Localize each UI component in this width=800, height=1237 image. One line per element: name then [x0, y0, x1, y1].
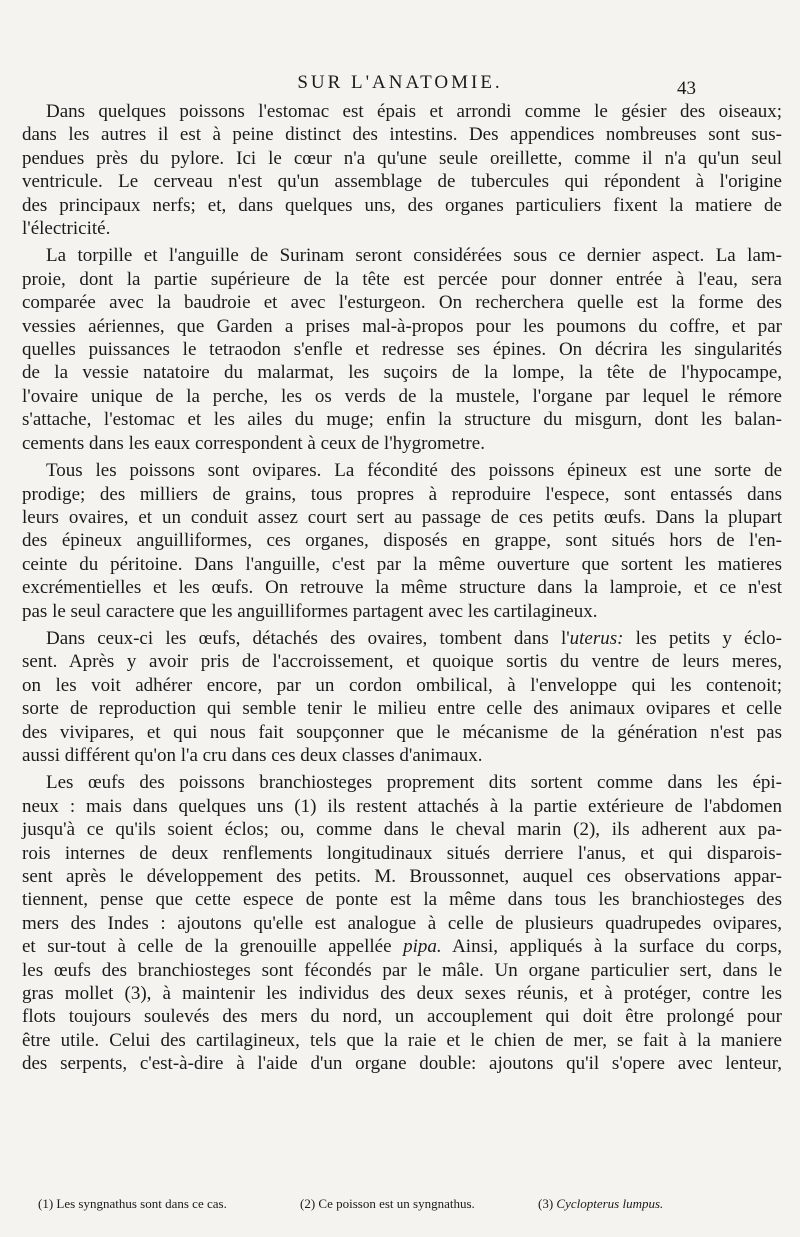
text-line: l'électricité. [22, 218, 111, 240]
text-line: on les voit adhérer encore, par un cordon ombilical, à l'enveloppe qui les contenoit; [22, 674, 782, 696]
italic-term: uterus: [569, 627, 624, 649]
text-line: ceinte du péritoine. Dans l'anguille, c'est par la même ouverture que sortent les matieres [22, 553, 782, 575]
text-line: quelles puissances le tetraodon s'enfle et redresse ses épines. On décrira les singularités [22, 339, 782, 361]
footnote-2: (2) Ce poisson est un syngnathus. [300, 1196, 475, 1211]
text-line: sent. Après y avoir pris de l'accroissement, et quoique sortis du ventre de leurs meres, [22, 651, 782, 673]
text-line: prodige; des milliers de grains, tous propres à reproduire l'espece, sont entassés dans [22, 483, 782, 505]
text-line: neux : mais dans quelques uns (1) ils restent attachés à la partie extérieure de l'abdomen [22, 795, 782, 817]
text-line: dans les autres il est à peine distinct des intestins. Des appendices nombreuses sont sus- [22, 124, 782, 146]
text-line: pendues près du pylore. Ici le cœur n'a qu'une seule oreillette, comme il n'a qu'un seul [22, 147, 782, 169]
text-line: de la vessie natatoire du malarmat, les suçoirs de la lompe, la tête de l'hypocampe, [22, 362, 782, 384]
footnote-1: (1) Les syngnathus sont dans ce cas. [38, 1196, 227, 1211]
text-line: ventricule. Le cerveau n'est qu'un assemblage de tubercules qui répondent à l'origine [22, 171, 782, 193]
text-line [22, 627, 782, 650]
text-run: Dans ceux-ci les œufs, détachés des ovaires, tombent dans l' [46, 627, 570, 649]
text-run: et sur-tout à celle de la grenouille appellée [22, 936, 404, 958]
text-line: rois internes de deux renflements longitudinaux situés derriere l'anus, et qui disparois- [22, 842, 782, 864]
italic-term: Cyclopterus lumpus. [556, 1196, 664, 1211]
text-line: Dans quelques poissons l'estomac est épais et arrondi comme le gésier des oiseaux; [46, 101, 782, 122]
paragraph-3 [22, 459, 782, 623]
text-line: proie, dont la partie supérieure de la tête est percée pour donner entrée à l'eau, sera [22, 268, 782, 290]
text-line: cements dans les eaux correspondent à ceux de l'hygrometre. [22, 432, 485, 454]
text-line: flots toujours soulevés des mers du nord, un accouplement qui doit être prolongé pour [22, 1006, 782, 1028]
paragraph-5 [22, 771, 782, 1075]
text-line: mers des Indes : ajoutons qu'elle est analogue à celle de plusieurs quadrupedes ovipares, [22, 912, 782, 934]
text-line: comparée avec la baudroie et avec l'esturgeon. On recherchera quelle est la forme des [22, 292, 782, 314]
text-line [22, 935, 782, 958]
text-line: aussi différent qu'on l'a cru dans ces deux classes d'animaux. [22, 744, 483, 766]
text-line: être utile. Celui des cartilagineux, tels que la raie et le chien de mer, se fait à la maniere [22, 1029, 782, 1051]
text-line: tiennent, pense que cette espece de ponte est la même dans tous les branchiosteges des [22, 889, 782, 911]
text-line: excrémentielles et les œufs. On retrouve la même structure dans la lamproie, et ce n'est [22, 577, 782, 599]
footnote-3 [538, 1196, 663, 1212]
text-line: s'attache, l'estomac et les ailes du muge; enfin la structure du misgurn, dont les balan- [22, 409, 782, 431]
text-line: des serpents, c'est-à-dire à l'aide d'un organe double: ajoutons qu'il s'opere avec lenteur, [22, 1053, 782, 1075]
text-line: pas le seul caractere que les anguilliformes partagent avec les cartilagineux. [22, 600, 598, 622]
text-line: sent après le développement des petits. M. Broussonnet, auquel ces observations appar- [22, 866, 782, 887]
italic-term: pipa. [403, 936, 442, 958]
text-run: Ainsi, appliqués à la surface du corps, [441, 936, 782, 958]
text-line: des vivipares, et qui nous fait soupçonner que le mécanisme de la génération n'est pas [22, 721, 782, 743]
text-line: Les œufs des poissons branchiosteges proprement dits sortent comme dans les épi- [46, 772, 782, 794]
text-run: les petits y éclo- [623, 627, 783, 649]
page-number: 43 [677, 78, 696, 99]
text-line: sorte de reproduction qui semble tenir le milieu entre celle des animaux ovipares et celle [22, 698, 782, 720]
text-line: La torpille et l'anguille de Surinam seront considérées sous ce dernier aspect. La lam- [46, 245, 782, 267]
text-line: jusqu'à ce qu'ils soient éclos; ou, comme dans le cheval marin (2), ils adherent aux pa- [22, 819, 782, 841]
paragraph-1 [22, 100, 782, 240]
text-line: vessies aériennes, que Garden a prises mal-à-propos pour les poumons du coffre, et par [22, 315, 782, 337]
text-line: l'ovaire unique de la perche, les os verds de la mustele, l'organe par lequel le rémore [22, 385, 782, 407]
text-line: des épineux anguilliformes, ces organes, disposés en grappe, sont situés hors de l'en- [22, 530, 782, 552]
body-text [22, 100, 782, 1076]
text-line: des principaux nerfs; et, dans quelques uns, des organes particuliers fixent la matiere de [22, 194, 782, 216]
text-line: gras mollet (3), à maintenir les individus des deux sexes réunis, et à protéger, contre les [22, 983, 782, 1005]
paragraph-2 [22, 244, 782, 455]
text-line: Tous les poissons sont ovipares. La fécondité des poissons épineux est une sorte de [46, 460, 782, 482]
running-head: SUR L'ANATOMIE. [297, 72, 503, 93]
text-line: leurs ovaires, et un conduit assez court sert au passage de ces petits œufs. Dans la plupart [22, 506, 782, 528]
footnote-label: (3) [538, 1196, 557, 1211]
text-line: les œufs des branchiosteges sont fécondés par le mâle. Un organe particulier sert, dans le [22, 959, 782, 981]
paragraph-4 [22, 627, 782, 767]
